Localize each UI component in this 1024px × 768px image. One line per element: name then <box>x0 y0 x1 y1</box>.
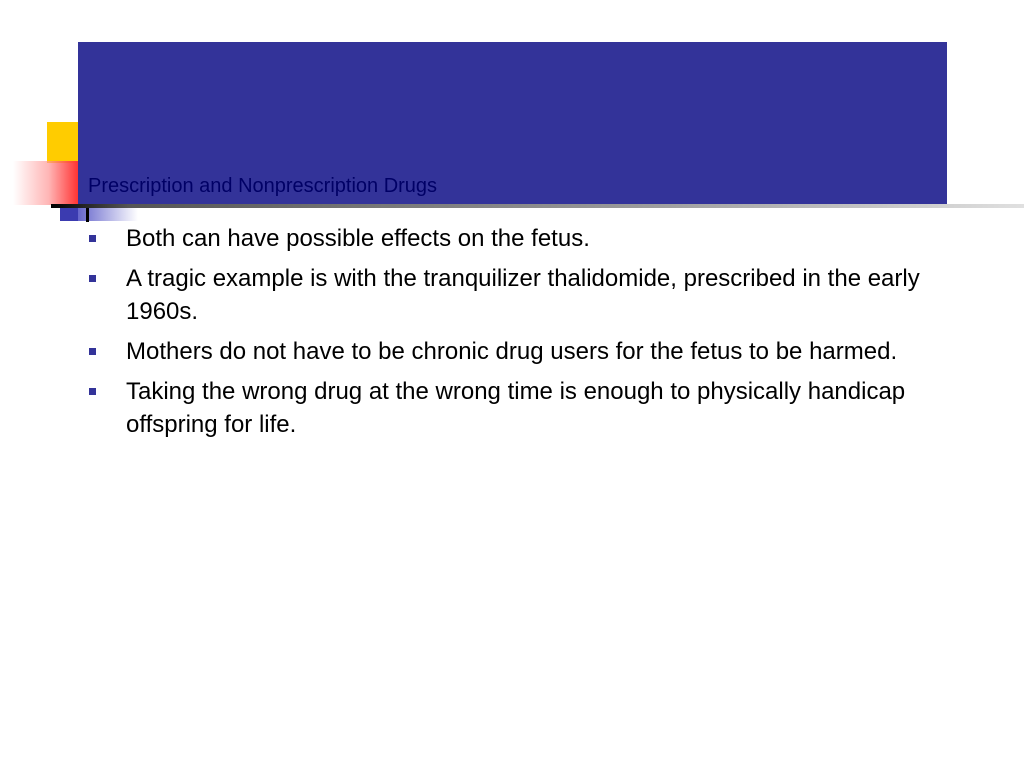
square-bullet-icon <box>89 275 96 282</box>
bullet-text: Mothers do not have to be chronic drug users for the fetus to be harmed. <box>126 338 898 365</box>
square-bullet-icon <box>89 235 96 242</box>
bullet-text: Taking the wrong drug at the wrong time is enough to physically handicap offspring for life. <box>126 378 906 438</box>
slide-title: Prescription and Nonprescription Drugs <box>88 175 438 197</box>
yellow-accent-square <box>47 122 78 163</box>
bullet-list <box>88 222 938 448</box>
red-accent-gradient <box>13 161 78 205</box>
square-bullet-icon <box>89 348 96 355</box>
bullet-item <box>88 262 938 328</box>
bullet-text: Both can have possible effects on the fetus. <box>126 225 590 252</box>
title-underline-tick <box>86 208 89 222</box>
bullet-text: A tragic example is with the tranquilizer thalidomide, prescribed in the early 1960s. <box>126 265 920 325</box>
bullet-item <box>88 375 938 441</box>
bullet-item <box>88 222 938 255</box>
square-bullet-icon <box>89 388 96 395</box>
bullet-item <box>88 335 938 368</box>
title-underline <box>51 204 1024 208</box>
